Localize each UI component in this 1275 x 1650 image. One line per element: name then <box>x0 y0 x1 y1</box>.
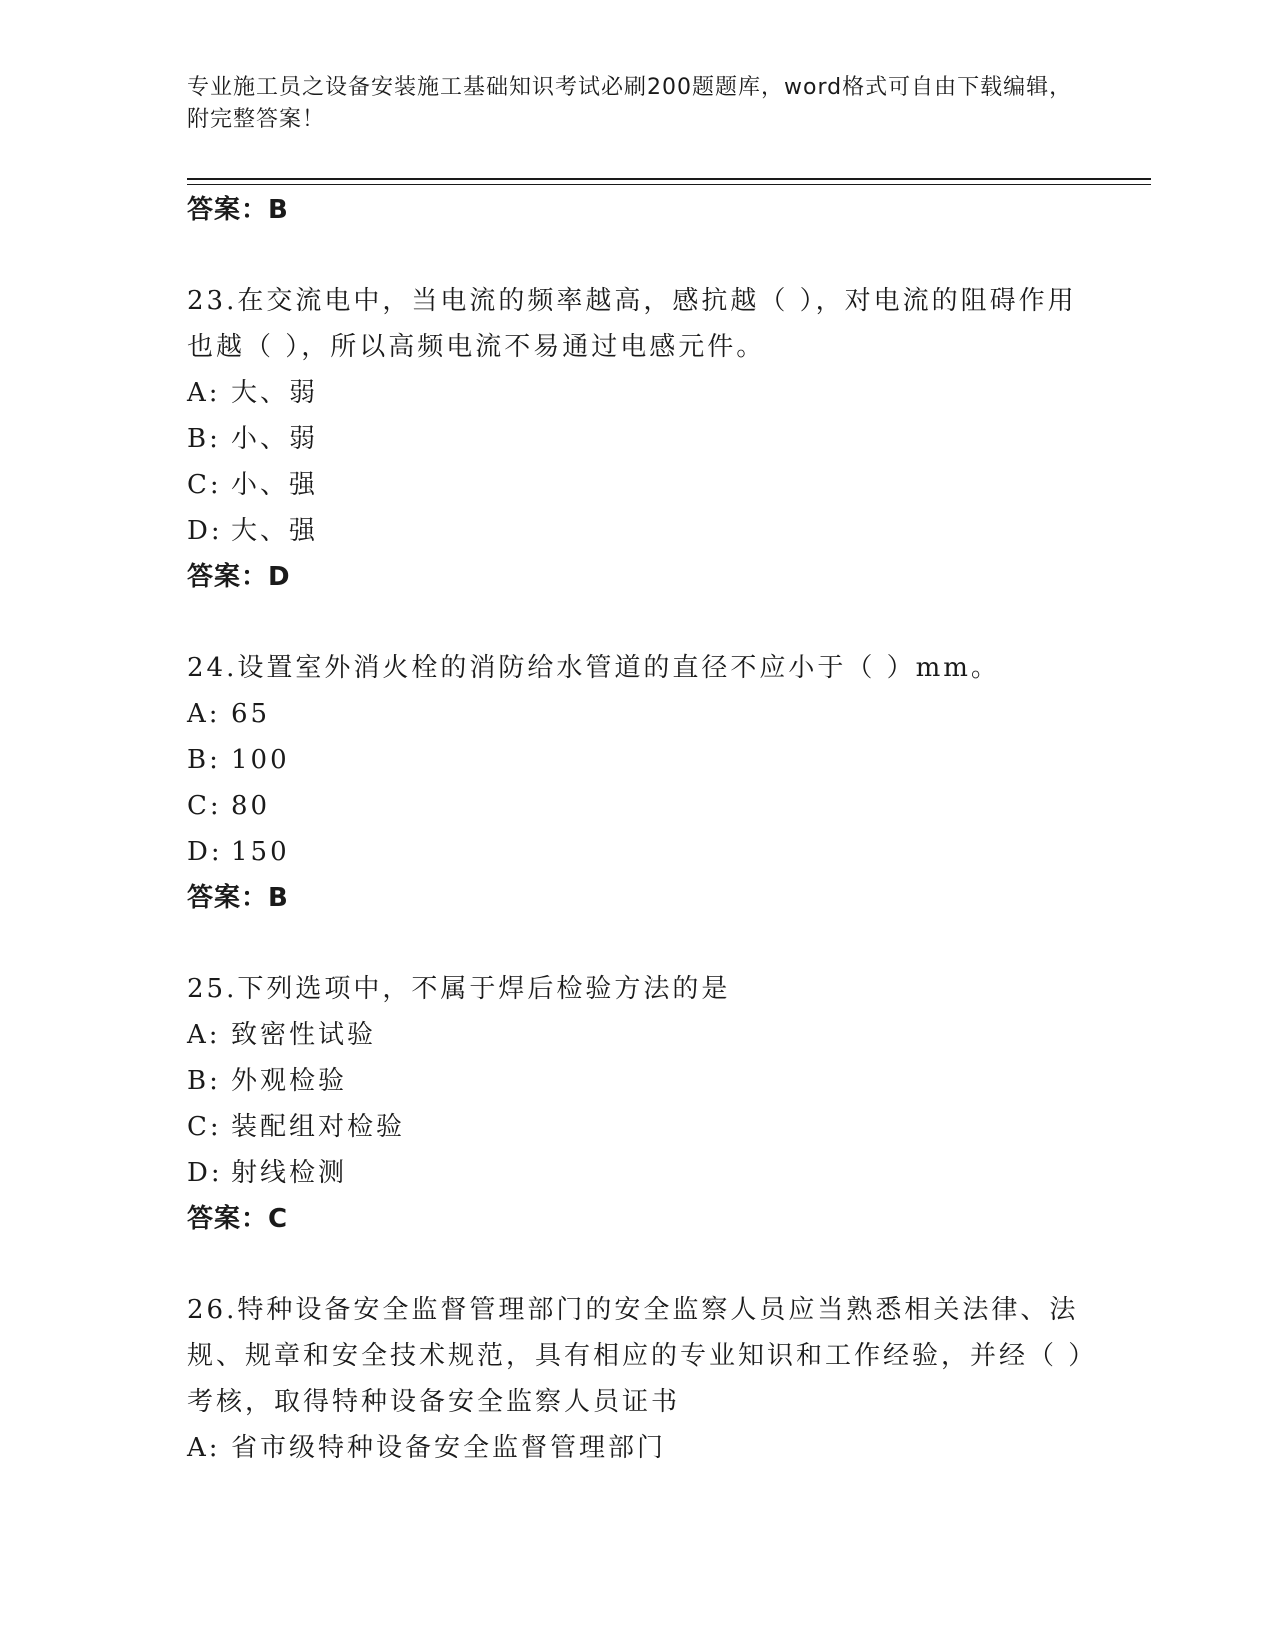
option-letter: D: <box>187 837 223 867</box>
option-letter: A: <box>187 699 221 729</box>
option-d <box>187 829 1087 875</box>
option-text: 省市级特种设备安全监督管理部门 <box>231 1433 667 1463</box>
option-letter: D: <box>187 516 223 546</box>
option-letter: C: <box>187 470 222 500</box>
answer-line: 答案：C <box>187 1204 289 1234</box>
option-letter: A: <box>187 378 221 408</box>
question-23 <box>187 278 1087 600</box>
answer-line: 答案：D <box>187 562 291 592</box>
option-letter: B: <box>187 745 221 775</box>
option-letter: B: <box>187 424 221 454</box>
option-a <box>187 370 1087 416</box>
option-a <box>187 691 1087 737</box>
option-text: 装配组对检验 <box>231 1112 406 1142</box>
option-text: 小、强 <box>231 470 319 500</box>
option-a <box>187 1425 1087 1471</box>
option-text: 65 <box>231 699 271 729</box>
question-stem: 23.在交流电中，当电流的频率越高，感抗越（ ），对电流的阻碍作用也越（ ），所以高频电流不易通过电感元件。 <box>187 286 1077 362</box>
option-c <box>187 1104 1087 1150</box>
document-header: 专业施工员之设备安装施工基础知识考试必刷200题题库，word格式可自由下载编辑，附完整答案！ <box>187 75 1073 132</box>
question-26 <box>187 1287 1087 1471</box>
answer-line: 答案：B <box>187 883 289 913</box>
header-divider-top <box>187 178 1151 180</box>
option-a <box>187 1012 1087 1058</box>
option-d <box>187 508 1087 554</box>
question-24 <box>187 645 1087 921</box>
option-text: 小、弱 <box>231 424 319 454</box>
option-letter: D: <box>187 1158 223 1188</box>
option-letter: A: <box>187 1433 221 1463</box>
option-text: 100 <box>231 745 290 775</box>
option-text: 射线检测 <box>231 1158 348 1188</box>
option-text: 150 <box>231 837 290 867</box>
question-stem: 26.特种设备安全监督管理部门的安全监察人员应当熟悉相关法律、法规、规章和安全技术规范，具有相应的专业知识和工作经验，并经（ ）考核，取得特种设备安全监察人员证书 <box>187 1295 1085 1417</box>
option-text: 大、弱 <box>231 378 319 408</box>
header-divider-bottom <box>187 184 1151 185</box>
option-letter: A: <box>187 1020 221 1050</box>
option-b <box>187 416 1087 462</box>
option-c <box>187 783 1087 829</box>
option-letter: B: <box>187 1066 221 1096</box>
option-b <box>187 737 1087 783</box>
option-b <box>187 1058 1087 1104</box>
option-text: 80 <box>231 791 271 821</box>
option-text: 外观检验 <box>231 1066 348 1096</box>
option-text: 大、强 <box>231 516 319 546</box>
question-list <box>187 187 1087 1471</box>
question-stem: 25.下列选项中，不属于焊后检验方法的是 <box>187 974 731 1004</box>
question-25 <box>187 966 1087 1242</box>
option-text: 致密性试验 <box>231 1020 377 1050</box>
answer-line: 答案：B <box>187 195 289 225</box>
option-d <box>187 1150 1087 1196</box>
question-stem: 24.设置室外消火栓的消防给水管道的直径不应小于（ ）mm。 <box>187 653 1000 683</box>
option-letter: C: <box>187 791 222 821</box>
option-c <box>187 462 1087 508</box>
option-letter: C: <box>187 1112 222 1142</box>
